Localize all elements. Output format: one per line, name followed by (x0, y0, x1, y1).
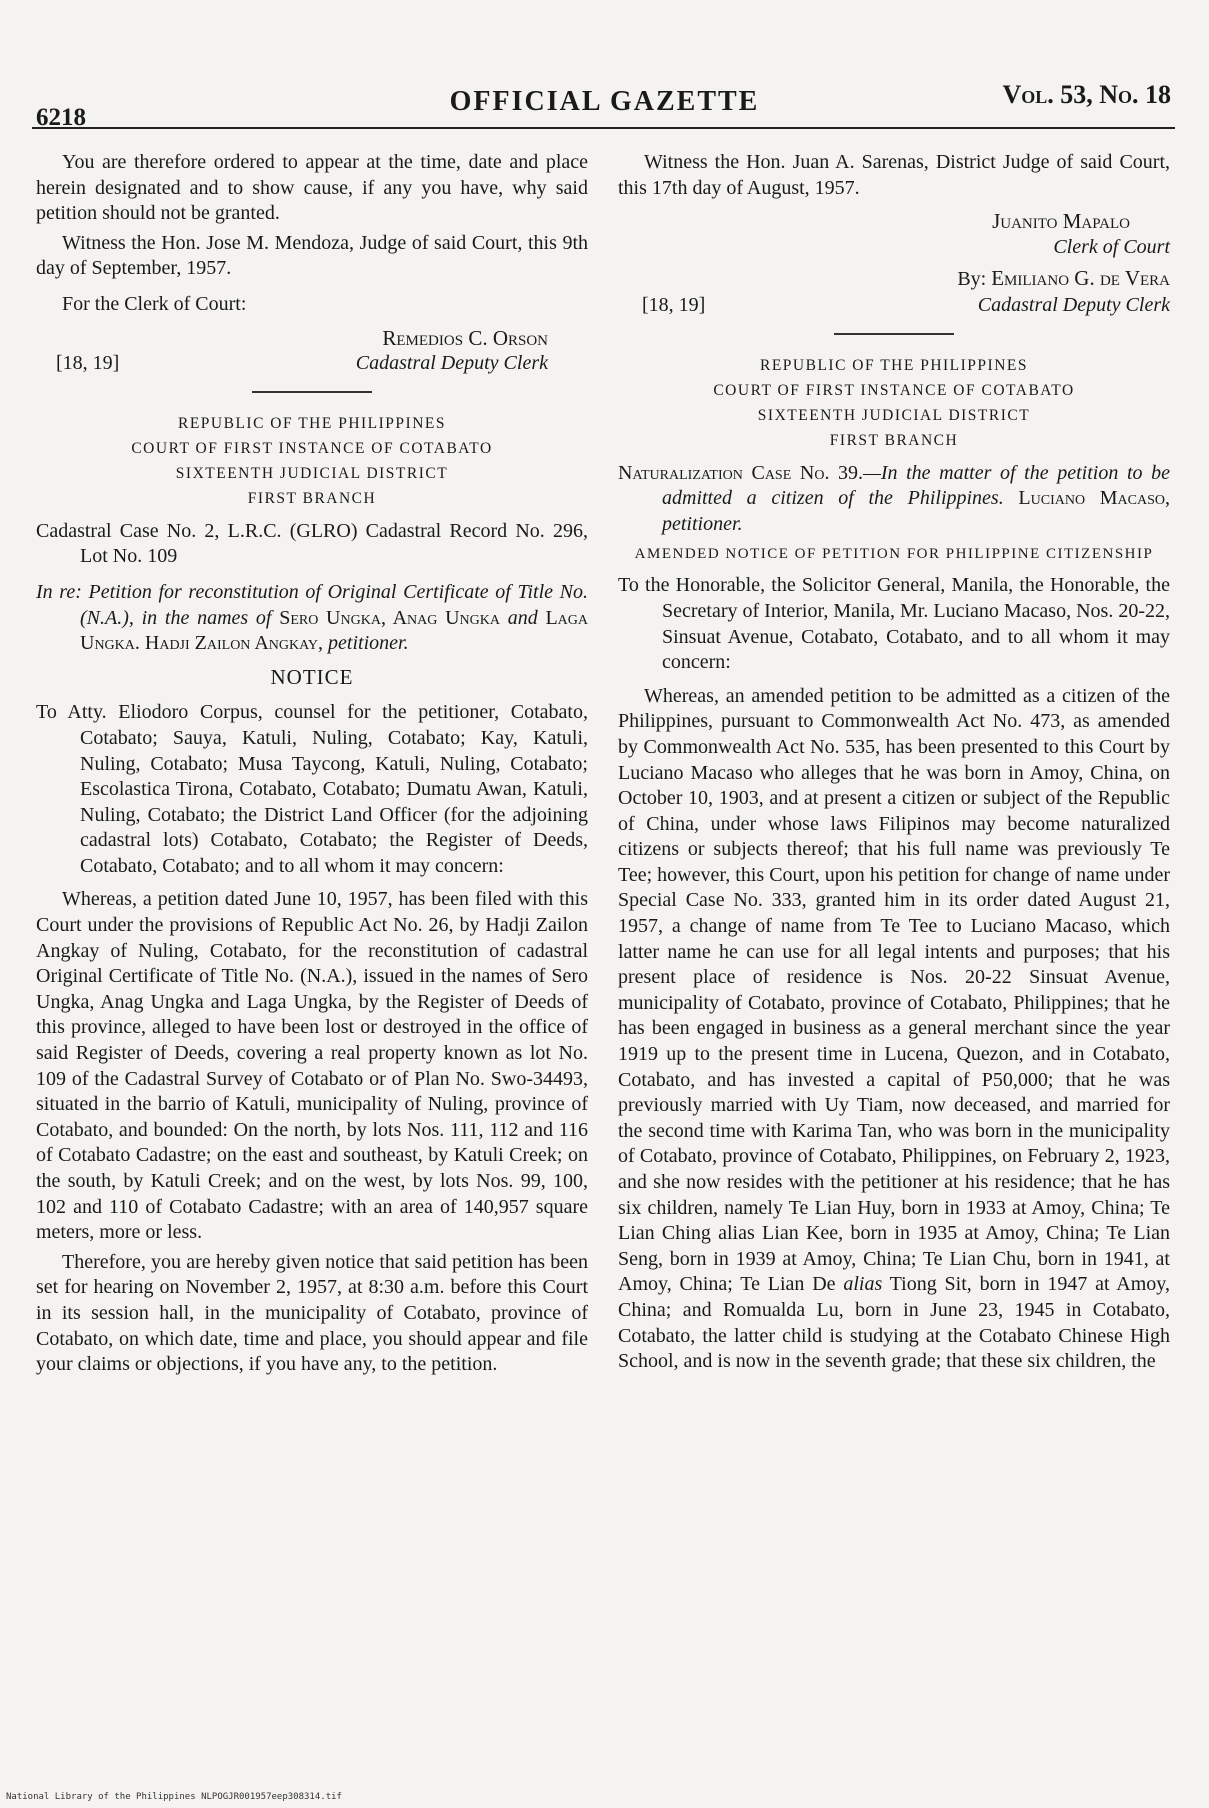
petitioner-label: petitioner. (662, 512, 743, 535)
case-number: Naturalization Case No. 39. (618, 461, 864, 484)
court-heading (36, 411, 588, 511)
section-divider (252, 391, 372, 393)
in-re-petitioner-label: petitioner. (328, 632, 409, 655)
clerk-name: Juanito Mapalo (992, 209, 1130, 234)
gazette-title: OFFICIAL GAZETTE (449, 86, 760, 117)
addressees-paragraph: To the Honorable, the Solicitor General, Manila, the Honorable, the Secretary of Interior, Manila, Mr. Luciano Macaso, Nos. 20-22, Sinsuat Avenue, Cotabato, Cotabato, and to all whom it may concern: (618, 574, 1170, 674)
case-caption (618, 461, 1170, 538)
case-matter: —In the matter of the petition to be admitted a citizen of the Philippines. (662, 461, 1170, 510)
court-heading (618, 353, 1170, 453)
deputy-title: Cadastral Deputy Clerk (977, 293, 1170, 316)
issue-reference: [18, 19] (56, 352, 120, 375)
by-label: By: (957, 268, 987, 291)
addressees-paragraph: To Atty. Eliodoro Corpus, counsel for the petitioner, Cotabato, Cotabato; Sauya, Katuli, Nuling, Cotabato; Kay, Katuli, Nuling, Cotabato; Musa Taycong, Katuli, Nuling, Cotabato; Escolastica Tirona, Cotabato, Cotabato; Dumatu Awan, Katuli, Nuling, Cotabato; the District Land Officer (for the adjoining cadastral lots) Cotabato, Cotabato; the Register of Deeds, Cotabato, Cotabato; and to all whom it may concern: (36, 701, 588, 877)
scan-footer: National Library of the Philippines NLPOGJR001957eep308314.tif (6, 1792, 342, 1802)
court-line: COURT OF FIRST INSTANCE OF COTABATO (713, 381, 1075, 399)
volume-number: Vol. 53, No. 18 (1002, 80, 1171, 109)
whereas-paragraph: Whereas, a petition dated June 10, 1957, has been filed with this Court under the provisions of Republic Act No. 26, by Hadji Zailon Angkay of Nuling, Cotabato, for the reconstitution of cadastral Original Certificate of Title No. (N.A.), issued in the names of Sero Ungka, Anag Ungka and Laga Ungka, by the Register of Deeds of this province, alleged to have been lost or destroyed in the office of said Register of Deeds, covering a real property known as lot No. 109 of the Cadastral Survey of Cotabato or of Plan No. Swo-34493, situated in the barrio of Katuli, municipality of Nuling, province of Cotabato, and bounded: On the north, by lots Nos. 111, 112 and 116 of Cotabato Cadastre; on the east and southeast, by Katuli Creek; on the south, by Katuli Creek; and on the west, by lots Nos. 99, 100, 102 and 110 of Cotabato Cadastre; with an area of 140,957 square meters, more or less. (36, 888, 588, 1244)
court-line: SIXTEENTH JUDICIAL DISTRICT (175, 464, 449, 482)
in-re-names: Sero Ungka, Anag Ungka (279, 606, 500, 629)
section-divider (834, 333, 954, 335)
page-header (0, 0, 1209, 130)
page-number: 6218 (36, 104, 86, 131)
whereas-text-a: Whereas, an amended petition to be admitted as a citizen of the Philippines, pursuant to Commonwealth Act No. 473, as amended by Commonwealth Act No. 535, has been presented to this Court by Luciano Macaso who alleges that he was born in Amoy, China, on October 10, 1903, and at present a citizen or subject of the Republic of China, under whose laws Filipinos may become naturalized citizens or subjects thereof; that his full name was previously Te Tee; however, this Court, upon his petition for change of name under Special Case No. 333, granted him in its order dated August 21, 1957, a change of name from Te Tee to Luciano Macaso, which latter name he can use for all legal intents and purposes; that his present place of residence is Nos. 20-22 Sinsuat Avenue, municipality of Cotabato, province of Cotabato, Philippines; that he has been engaged in business as a general merchant since the year 1919 up to the present time in Lucena, Quezon, and in Cotabato, Cotabato, and has invested a capital of P50,000; that he was previously married with Uy Tiam, now deceased, and married for the second time with Karima Tan, who was born in the municipality of Cotabato, province of Cotabato, Philippines, on February 2, 1923, and she now resides with the petitioner at his residence; that he has six children, namely Te Lian Huy, born in 1933 at Amoy, China; Te Lian Ching alias Lian Kee, born in 1935 at Amoy, China; Te Lian Seng, born in 1939 at Amoy, China; Te Lian Chu, born in 1941, at Amoy, China; Te Lian De (618, 684, 1170, 1296)
court-line: FIRST BRANCH (247, 489, 377, 507)
signature-row (618, 293, 1170, 319)
petitioner-name: Luciano Macaso, (1018, 487, 1170, 510)
in-re-petitioner-name: Laga Ungka. Hadji Zailon Angkay, (80, 606, 588, 655)
header-rule (32, 127, 1175, 129)
court-line: REPUBLIC OF THE PHILIPPINES (177, 414, 446, 432)
court-line: COURT OF FIRST INSTANCE OF COTABATO (131, 439, 493, 457)
order-paragraph: You are therefore ordered to appear at the time, date and place herein designated and to show cause, if any you have, why said petition should not be granted. (36, 151, 588, 225)
right-column (618, 150, 1170, 1379)
court-line: FIRST BRANCH (829, 431, 959, 449)
court-line: REPUBLIC OF THE PHILIPPINES (759, 356, 1028, 374)
notice-title: NOTICE (270, 664, 354, 689)
amended-notice-title: AMENDED NOTICE OF PETITION FOR PHILIPPINE CITIZENSHIP (634, 546, 1154, 563)
therefore-paragraph: Therefore, you are hereby given notice that said petition has been set for hearing on November 2, 1957, at 8:30 a.m. before this Court in its session hall, in the municipality of Cotabato, province of Cotabato, on which date, time and place, you should appear and file your claims or objections, if you have any, to the petition. (36, 1250, 588, 1376)
witness-paragraph: Witness the Hon. Juan A. Sarenas, District Judge of said Court, this 17th day of August, 1957. (618, 151, 1170, 199)
witness-paragraph: Witness the Hon. Jose M. Mendoza, Judge of said Court, this 9th day of September, 1957. (36, 231, 588, 280)
court-line: SIXTEENTH JUDICIAL DISTRICT (757, 406, 1031, 424)
whereas-paragraph (618, 684, 1170, 1375)
signatory-name: Remedios C. Orson (382, 325, 548, 350)
signature-row (36, 351, 588, 377)
signatory-title: Cadastral Deputy Clerk (355, 352, 548, 375)
issue-reference: [18, 19] (642, 293, 706, 316)
deputy-name: Emiliano G. de Vera (991, 266, 1170, 291)
clerk-title: Clerk of Court (1053, 235, 1170, 258)
alias-word: alias (843, 1273, 883, 1296)
in-re-text: In re: Petition for reconstitution of Original Certificate of Title No. (N.A.), in the names of (36, 580, 588, 629)
case-number: Cadastral Case No. 2, L.R.C. (GLRO) Cadastral Record No. 296, Lot No. 109 (36, 519, 588, 568)
for-clerk-line: For the Clerk of Court: (62, 292, 247, 315)
whereas-text-b: Tiong Sit, born in 1947 at Amoy, China; and Romualda Lu, born in June 23, 1945 in Cotabato, Cotabato, the latter child is studying at the Cotabato Chinese High School, and is now in the seventh grade; that these six children, the (618, 1273, 1171, 1373)
in-re-caption (36, 580, 588, 657)
in-re-and: and (507, 606, 538, 629)
deputy-signature-line (618, 266, 1170, 293)
left-column (36, 150, 588, 1382)
